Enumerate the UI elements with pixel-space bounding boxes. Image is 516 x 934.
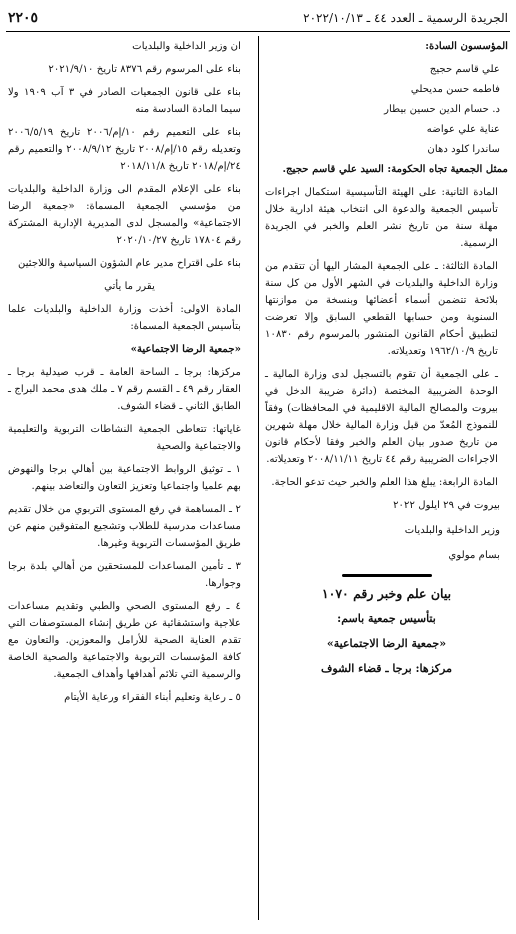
- founders-list: [265, 61, 508, 158]
- announcement-title: بيان علم وخبر رقم ١٠٧٠: [321, 586, 452, 601]
- headquarters: مركزها: برجا ـ الساحة العامة ـ قرب صيدلية برجا ـ العقار رقم ٤٩ ـ القسم رقم ٧ ـ ملك هدى محمد البراج ـ الطابق الثاني ـ قضاء الشوف.: [8, 367, 241, 412]
- article-2: المادة الثانية: على الهيئة التأسيسية استكمال اجراءات تأسيس الجمعية والدعوة الى انتخاب هيئة ادارية خلال مهلة سنة من تاريخ نشر العلم والخبر في الجريدة الرسمية.: [265, 187, 498, 249]
- announcement-hq: مركزها: برجا ـ قضاء الشوف: [321, 662, 452, 675]
- signing-date: بيروت في ٢٩ ايلول ٢٠٢٢: [393, 500, 500, 511]
- article-4: المادة الرابعة: يبلغ هذا العلم والخبر حيث تدعو الحاجة.: [271, 477, 498, 488]
- recital-proposal: بناء على اقتراح مدير عام الشؤون السياسية واللاجئين: [17, 258, 241, 269]
- founder-item: د. حسام الدين حسين بيطار: [384, 104, 500, 115]
- recital-notification: بناء على الإعلام المقدم الى وزارة الداخلية والبلديات من مؤسسي الجمعية المسماة: «جمعية الرضا الاجتماعية» والمسجل لدى المديرية الإدارية المشتركة رقم ١٧٨٠٤ تاريخ ٢٠٢٠/١٠/٢٧: [8, 184, 241, 246]
- goal-item: ٣ ـ تأمين المساعدات للمستحقين من أهالي بلدة برجا وجوارها.: [8, 561, 241, 589]
- goal-item: ١ ـ توثيق الروابط الاجتماعية بين أهالي برجا والنهوض بهم علميا واجتماعيا وتعزيز التعاون والتعاضد بينهم.: [8, 464, 241, 492]
- page-header: [8, 8, 508, 28]
- goal-item: ٢ ـ المساهمة في رفع المستوى التربوي من خلال تقديم مساعدات مدرسية للطلاب وتشجيع المتفوقين منهم عن طريق المؤسسات التربوية وغيرها.: [8, 504, 241, 549]
- intro-line: ان وزير الداخلية والبلديات: [132, 41, 241, 52]
- goals-heading: غاياتها: تتعاطى الجمعية النشاطات التربوية والتعليمية والاجتماعية والصحية: [8, 424, 241, 452]
- page-number: ٢٢٠٥: [8, 10, 39, 26]
- minister-title: وزير الداخلية والبلديات: [404, 525, 500, 536]
- announcement-association: «جمعية الرضا الاجتماعية»: [326, 637, 447, 650]
- section-separator: [342, 574, 432, 577]
- decides-heading: يقرر ما يأتي: [104, 281, 155, 292]
- signature-block: [265, 497, 508, 564]
- gazette-issue: الجريدة الرسمية ـ العدد ٤٤ ـ ٢٠٢٢/١٠/١٣: [303, 11, 508, 25]
- minister-name: بسام مولوي: [448, 550, 500, 561]
- recital-circular: بناء على التعميم رقم ١٠/إم/٢٠٠٦ تاريخ ٢٠٠٦/٥/١٩ وتعديله رقم ١٥/إم/٢٠٠٨ تاريخ ٢٠٠٨/٩/١٢ والتعميم رقم ٢٤/إم/٢٠١٨ تاريخ ٢٠١٨/١١/٨: [8, 127, 242, 172]
- founders-heading: المؤسسون السادة:: [425, 40, 508, 52]
- association-name: «جمعية الرضا الاجتماعية»: [130, 343, 241, 355]
- goal-item: ٥ ـ رعاية وتعليم أبناء الفقراء ورعاية الأيتام: [64, 692, 241, 703]
- next-announcement: [265, 585, 508, 677]
- founder-item: عناية علي عواضه: [426, 124, 500, 135]
- right-column: [265, 38, 508, 685]
- article-3-tax: ـ على الجمعية أن تقوم بالتسجيل لدى وزارة المالية ـ الوحدة الضريبية المختصة (دائرة ضريبة الدخل في بيروت والمصالح المالية الاقليمية في المحافظات) وفقاً للنموذج المُعدّ من قبل وزارة المالية خلال مهلة شهرين من تاريخ صدور بيان العلم والخبر وفقا لأحكام قانون الاجراءات الضريبية رقم ٤٤ تاريخ ٢٠٠٨/١١/١١ وتعديلاته.: [265, 369, 498, 465]
- recital-law: بناء على قانون الجمعيات الصادر في ٣ آب ١٩٠٩ ولا سيما المادة السادسة منه: [8, 87, 241, 115]
- founder-item: ساندرا كلود دهان: [427, 144, 500, 155]
- header-rule: [6, 31, 510, 32]
- goal-item: ٤ ـ رفع المستوى الصحي والطبي وتقديم مساعدات علاجية واستشفائية عن طريق إنشاء المستوصفات التي تقدم العناية الصحية للأرامل والمعوزين. والتعاون مع كافة المؤسسات التربوية والاجتماعية والصحية الخاصة والرسمية التي تلائم أهدافها وأهداف الجمعية.: [8, 601, 241, 680]
- founder-item: فاطمه حسن مديحلي: [410, 84, 500, 95]
- announcement-subtitle: بتأسيس جمعية باسم:: [337, 612, 436, 625]
- article-1: المادة الاولى: أخذت وزارة الداخلية والبلديات علما بتأسيس الجمعية المسماة:: [8, 304, 241, 332]
- article-3: المادة الثالثة: ـ على الجمعية المشار اليها أن تتقدم من وزارة الداخلية والبلديات في الشهر الأول من كل سنة بلائحة تتضمن أسماء أعضائها وبنسخة من موازنتها السنوية ومن حسابها القطعي السابق وإلا تعرضت لتطبيق أحكام القانون المنشور بالمرسوم رقم ١٠٨٣٠ تاريخ ١٩٦٢/١٠/٩ وتعديلاته.: [265, 261, 498, 357]
- gov-representative: ممثل الجمعية تجاه الحكومة: السيد علي قاسم حجيج.: [282, 163, 508, 175]
- founder-item: علي قاسم حجيج: [429, 64, 500, 75]
- column-divider: [258, 36, 259, 920]
- recital-decree: بناء على المرسوم رقم ٨٣٧٦ تاريخ ٢٠٢١/٩/١٠: [48, 64, 241, 75]
- left-column: [8, 38, 251, 712]
